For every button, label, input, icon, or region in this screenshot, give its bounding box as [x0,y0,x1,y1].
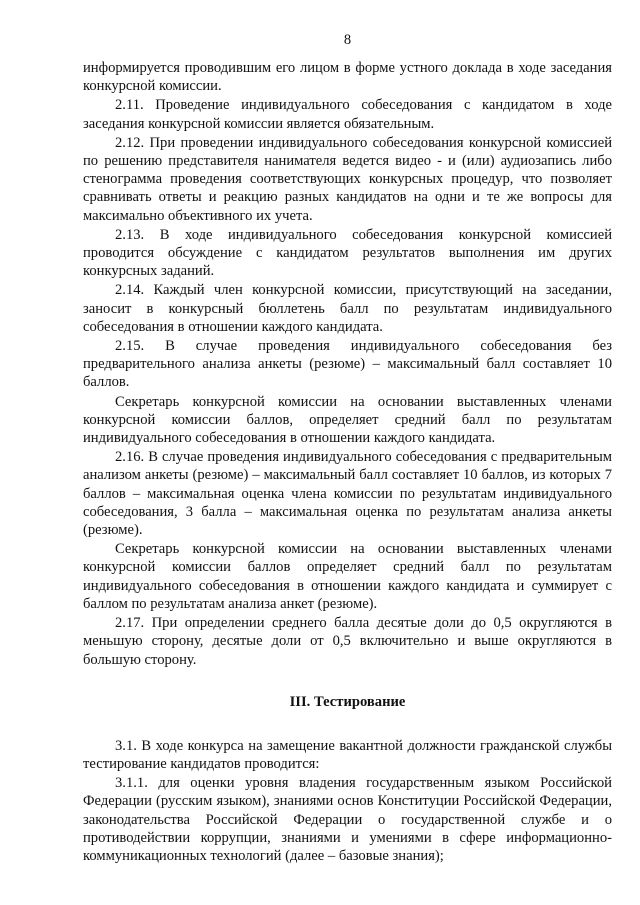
section-heading: III. Тестирование [289,693,406,710]
paragraph-2-16: 2.16. В случае проведения индивидуального собеседования с предварительным анализом анкеты (резюме) – максимальный балл составляет 10 баллов, из которых 7 баллов – максимальная оценка члена комиссии по результатам индивидуального собеседования, 3 балла – максимальная оценка по результатам анализа анкеты (резюме). [83,449,612,539]
page-number: 8 [343,32,352,48]
paragraph-2-17: 2.17. При определении среднего балла десятые доли до 0,5 округляются в меньшую сторону, десятые доли от 0,5 включительно и выше округляются в большую сторону. [83,615,612,668]
paragraph-3-1: 3.1. В ходе конкурса на замещение вакантной должности гражданской службы тестирование кандидатов проводится: [83,737,612,772]
paragraph-continuation: информируется проводившим его лицом в форме устного доклада в ходе заседания конкурсной комиссии. [83,60,612,95]
paragraph-secretary-1: Секретарь конкурсной комиссии на основании выставленных членами конкурсной комиссии баллов, определяет средний балл по результатам индивидуального собеседования в отношении каждого кандидата. [83,393,612,447]
paragraph-secretary-2: Секретарь конкурсной комиссии на основании выставленных членами конкурсной комиссии баллов определяет средний балл по результатам индивидуального собеседования в отношении каждого кандидата и суммирует с баллом по результатам анализа анкет (резюме). [83,541,612,612]
paragraph-2-12: 2.12. При проведении индивидуального собеседования конкурсной комиссией по решению представителя нанимателя ведется видео - и (или) аудиозапись либо стенограмма проведения соответствующих конкурсных процедур, что позволяет сравнивать ответы и реакцию разных кандидатов на одни и те же вопросы для максимально объективного их учета. [83,134,612,224]
paragraph-2-14: 2.14. Каждый член конкурсной комиссии, присутствующий на заседании, заносит в конкурсный бюллетень балл по результатам индивидуального собеседования в отношении каждого кандидата. [83,282,612,335]
paragraph-2-13: 2.13. В ходе индивидуального собеседования конкурсной комиссией проводится обсуждение с кандидатом результатов выполнения им других конкурсных заданий. [83,226,612,280]
paragraph-2-15: 2.15. В случае проведения индивидуального собеседования без предварительного анализа анкеты (резюме) – максимальный балл составляет 10 баллов. [83,338,612,391]
paragraph-3-1-1: 3.1.1. для оценки уровня владения государственным языком Российской Федерации (русским языком), знаниями основ Конституции Российской Федерации, законодательства Российской Федерации о государственной службе и о противодействии коррупции, знаниями и умениями в сфере информационно-коммуникационных технологий (далее – базовые знания); [83,775,612,864]
paragraph-2-11: 2.11. Проведение индивидуального собеседования с кандидатом в ходе заседания конкурсной комиссии является обязательным. [83,97,612,132]
